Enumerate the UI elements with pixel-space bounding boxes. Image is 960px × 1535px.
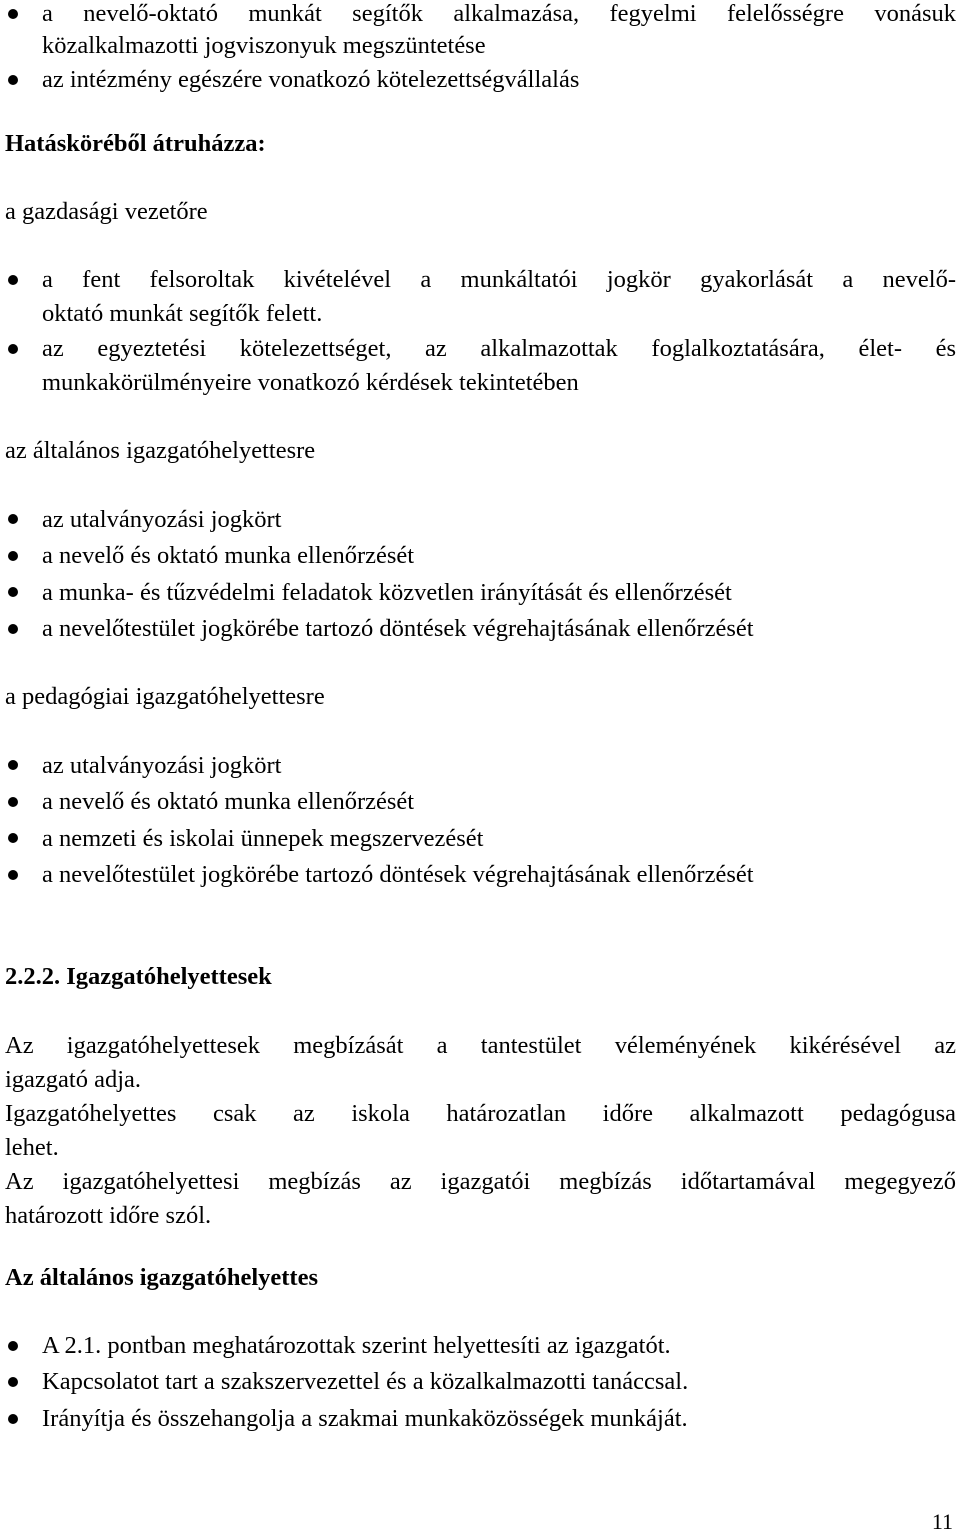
list-item: a nevelőtestület jogkörébe tartozó döntések végrehajtásának ellenőrzését (42, 861, 754, 888)
list-item-line: a nevelő-oktató munkát segítők alkalmazása, fegyelmi felelősségre vonásuk (42, 0, 956, 27)
paragraph-line: igazgató adja. (5, 1066, 142, 1093)
list-item: A 2.1. pontban meghatározottak szerint helyettesíti az igazgatót. (42, 1332, 671, 1359)
list-item: a nevelő és oktató munka ellenőrzését (42, 788, 415, 815)
list-item: a nevelőtestület jogkörébe tartozó döntések végrehajtásának ellenőrzését (42, 615, 754, 642)
paragraph-line: Az igazgatóhelyettesi megbízás az igazgatói megbízás időtartamával megegyező (5, 1168, 956, 1195)
bullet-icon (8, 797, 18, 807)
general-deputy-duties-heading: Az általános igazgatóhelyettes (5, 1264, 318, 1291)
bullet-icon (8, 275, 18, 285)
paragraph-line: lehet. (5, 1134, 59, 1161)
bullet-icon (8, 1341, 18, 1351)
list-item: a nemzeti és iskolai ünnepek megszervezését (42, 825, 484, 852)
list-item: az intézmény egészére vonatkozó kötelezettségvállalás (42, 66, 580, 93)
list-item: az utalványozási jogkört (42, 752, 282, 779)
bullet-icon (8, 344, 18, 354)
general-deputy-heading: az általános igazgatóhelyettesre (5, 437, 316, 464)
paragraph-line: határozott időre szól. (5, 1202, 212, 1229)
list-item-line: oktató munkát segítők felett. (42, 300, 323, 327)
list-item-line: az egyeztetési kötelezettséget, az alkalmazottak foglalkoztatására, élet- és (42, 335, 956, 362)
bullet-icon (8, 514, 18, 524)
bullet-icon (8, 870, 18, 880)
bullet-icon (8, 624, 18, 634)
paragraph-line: Az igazgatóhelyettesek megbízását a tantestület véleményének kikérésével az (5, 1032, 956, 1059)
list-item: a nevelő és oktató munka ellenőrzését (42, 542, 415, 569)
bullet-icon (8, 75, 18, 85)
economic-leader-heading: a gazdasági vezetőre (5, 198, 208, 225)
page-number: 11 (931, 1509, 953, 1534)
section-title: Igazgatóhelyettesek (66, 963, 272, 990)
section-heading (5, 959, 956, 995)
list-item: a munka- és tűzvédelmi feladatok közvetlen irányítását és ellenőrzését (42, 579, 732, 606)
bullet-icon (8, 1414, 18, 1424)
pedagogical-deputy-heading: a pedagógiai igazgatóhelyettesre (5, 683, 325, 710)
delegation-heading: Hatásköréből átruházza: (5, 130, 266, 157)
list-item: az utalványozási jogkört (42, 506, 282, 533)
bullet-icon (8, 9, 18, 19)
bullet-icon (8, 587, 18, 597)
list-item: Irányítja és összehangolja a szakmai munkaközösségek munkáját. (42, 1405, 688, 1432)
bullet-icon (8, 833, 18, 843)
list-item-line: munkakörülményeire vonatkozó kérdések tekintetében (42, 369, 579, 396)
bullet-icon (8, 760, 18, 770)
paragraph-line: Igazgatóhelyettes csak az iskola határozatlan időre alkalmazott pedagógusa (5, 1100, 956, 1127)
list-item: Kapcsolatot tart a szakszervezettel és a közalkalmazotti tanáccsal. (42, 1368, 689, 1395)
bullet-icon (8, 1377, 18, 1387)
bullet-icon (8, 551, 18, 561)
list-item-line: közalkalmazotti jogviszonyuk megszüntetése (42, 32, 486, 59)
section-number: 2.2.2. (5, 963, 61, 990)
list-item-line: a fent felsoroltak kivételével a munkáltatói jogkör gyakorlását a nevelő- (42, 266, 956, 293)
